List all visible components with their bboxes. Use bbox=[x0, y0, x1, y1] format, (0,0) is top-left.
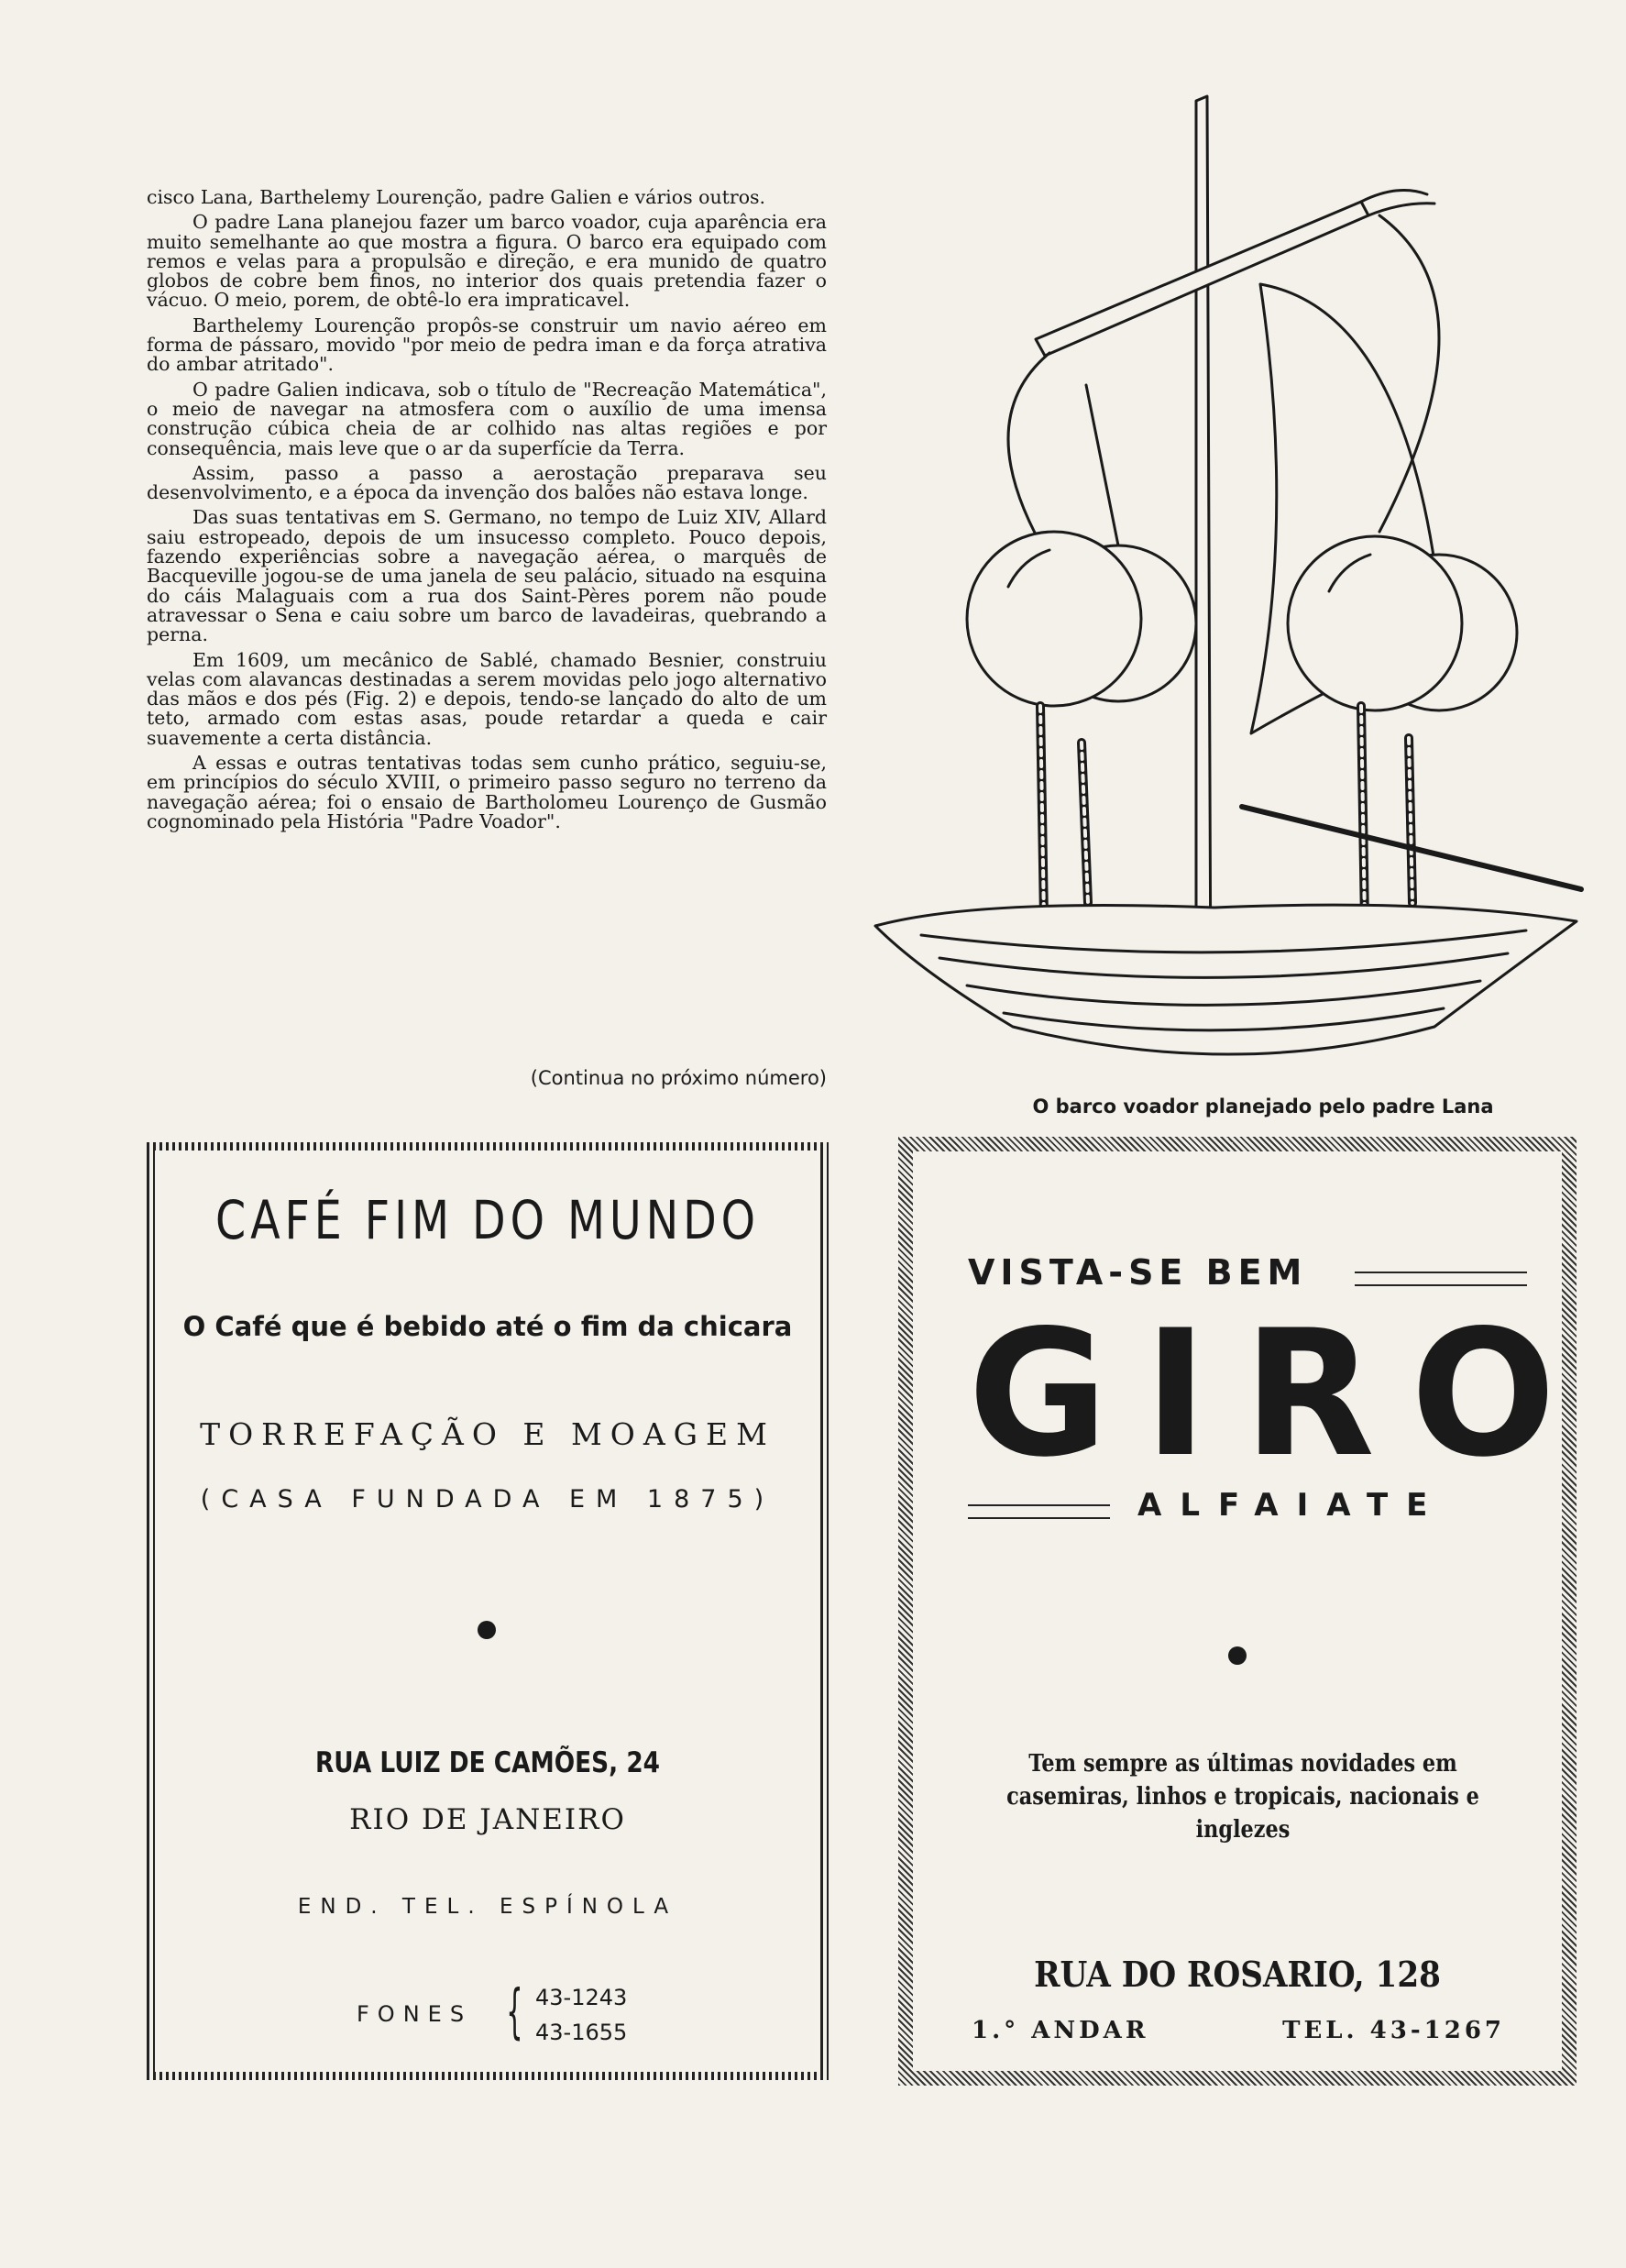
cafe-phones bbox=[357, 1976, 687, 2058]
article-paragraph: A essas e outras tentativas todas sem cunho prático, seguiu-se, em princípios do século XVIII, o primeiro passo seguro no terreno da navegação aérea; foi o ensaio de Bartholomeu Lourenço de Gusmão cognominado pela História "Padre Voador". bbox=[147, 752, 827, 832]
bullet-dot bbox=[1228, 1646, 1247, 1665]
cafe-tagline: O Café que é bebido até o fim da chicara bbox=[182, 1311, 793, 1342]
phones-label: FONES bbox=[357, 2001, 473, 2027]
brace-icon: { bbox=[506, 1978, 523, 2046]
cafe-address: RUA LUIZ DE CAMÕES, 24 bbox=[314, 1746, 660, 1779]
giro-brand: GIRO bbox=[968, 1293, 1592, 1495]
cafe-service: TORREFAÇÃO E MOAGEM bbox=[200, 1416, 775, 1452]
bullet-dot bbox=[478, 1621, 496, 1639]
double-rule bbox=[968, 1504, 1110, 1519]
article-paragraph: cisco Lana, Barthelemy Lourenção, padre Galien e vários outros. bbox=[147, 186, 766, 208]
double-rule bbox=[1355, 1272, 1527, 1286]
article-paragraph: Em 1609, um mecânico de Sablé, chamado Besnier, construiu velas com alavancas destinadas a serem movidas pelo jogo alternativo das mãos e dos pés (Fig. 2) e depois, tendo-se lançado do alto de um teto, armado com estas asas, poude retardar a queda e cair suavemente a certa distância. bbox=[147, 648, 827, 749]
article-paragraph: Barthelemy Lourenção propôs-se construir um navio aéreo em forma de pássaro, movido "por meio de pedra iman e da força atrativa do ambar atritado". bbox=[147, 314, 827, 376]
cafe-founded: (CASA FUNDADA EM 1875) bbox=[200, 1485, 775, 1514]
giro-description: Tem sempre as últimas novidades em casemiras, linhos e tropicais, nacionais e inglezes bbox=[1006, 1750, 1479, 1844]
cafe-advertisement bbox=[147, 1142, 829, 2080]
giro-advertisement bbox=[898, 1137, 1592, 2086]
article-paragraph: O padre Galien indicava, sob o título de "Recreação Matemática", o meio de navegar na atmosfera com o auxílio de uma imensa construção cúbica cheia de ar colhido nas altas regiões e por consequência, mais leve que o ar da superfície da Terra. bbox=[147, 378, 827, 459]
giro-floor: 1.° ANDAR bbox=[972, 2017, 1149, 2044]
article-body bbox=[147, 188, 827, 837]
continued-note: (Continua no próximo número) bbox=[530, 1067, 827, 1089]
figure-caption: O barco voador planejado pelo padre Lana bbox=[1032, 1095, 1494, 1117]
article-paragraph: Assim, passo a passo a aerostação preparava seu desenvolvimento, e a época da invenção dos balões não estava longe. bbox=[147, 461, 827, 504]
giro-address: RUA DO ROSARIO, 128 bbox=[1034, 1954, 1441, 1995]
flying-boat-illustration bbox=[866, 92, 1590, 1100]
cafe-title: CAFÉ FIM DO MUNDO bbox=[214, 1189, 761, 1251]
cafe-city: RIO DE JANEIRO bbox=[349, 1803, 626, 1836]
cafe-telegraph: END. TEL. ESPÍNOLA bbox=[297, 1895, 678, 1919]
article-paragraph: Das suas tentativas em S. Germano, no tempo de Luiz XIV, Allard saiu estropeado, depois de um insucesso completo. Pouco depois, fazendo experiências sobre a navegação aérea, o marquês de Bacqueville jogou-se de uma janela de seu palácio, situado na esquina do cáis Malaguais com a rua dos Saint-Pères porem não poude atravessar o Sena e caiu sobre um barco de lavadeiras, quebrando a perna. bbox=[147, 506, 827, 646]
phone-number: 43-1655 bbox=[535, 2020, 628, 2045]
giro-subtitle: ALFAIATE bbox=[1137, 1487, 1446, 1524]
article-paragraph: O padre Lana planejou fazer um barco voador, cuja aparência era muito semelhante ao que mostra a figura. O barco era equipado com remos e velas para a propulsão e direção, e era munido de quatro globos de cobre bem finos, no interior dos quais pretendia fazer o vácuo. O meio, porem, de obtê-lo era impraticavel. bbox=[147, 211, 827, 312]
giro-phone: TEL. 43-1267 bbox=[1282, 2017, 1505, 2044]
giro-headline: VISTA-SE BEM bbox=[968, 1252, 1308, 1293]
phone-number: 43-1243 bbox=[535, 1985, 628, 2010]
